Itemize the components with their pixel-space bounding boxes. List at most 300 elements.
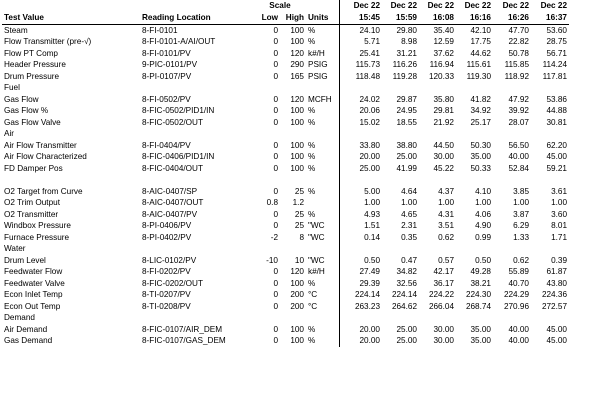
- units-header: Units: [306, 12, 339, 24]
- scale-high-cell: 100: [290, 106, 304, 115]
- test-value-cell: Air Flow Transmitter: [4, 140, 77, 150]
- reading-cell: 33.80: [339, 140, 382, 152]
- reading-cell: 25.00: [339, 163, 382, 175]
- reading-location-cell: 8-FI-0502/PV: [142, 94, 191, 104]
- scale-low-cell: 0: [273, 37, 278, 46]
- reading-cell: 21.92: [433, 117, 454, 127]
- reading-location-cell: 8-FIC-0202/OUT: [142, 278, 203, 288]
- blank-cell: [531, 82, 569, 94]
- blank-cell: [254, 82, 280, 94]
- scale-high-cell: 25: [294, 209, 304, 219]
- reading-cell: 62.20: [546, 140, 567, 150]
- time-header: 16:08: [419, 12, 456, 24]
- blank-cell: [306, 174, 339, 186]
- date-header: Dec 22: [427, 1, 454, 10]
- blank-cell: [254, 312, 280, 324]
- test-value-cell: Gas Flow Valve: [4, 117, 61, 127]
- reading-cell: 115.85: [504, 60, 529, 69]
- blank-cell: [419, 243, 456, 255]
- test-value-cell: Drum Pressure: [4, 71, 60, 81]
- reading-location-cell: 8-AIC-0407/OUT: [142, 198, 204, 207]
- units-cell: k#/H: [308, 267, 325, 276]
- blank-cell: [280, 243, 306, 255]
- reading-cell: 3.85: [513, 186, 529, 196]
- reading-cell: 25.00: [396, 152, 417, 161]
- reading-cell: 0.99: [475, 232, 491, 242]
- reading-cell: 3.60: [551, 209, 567, 219]
- header-row-2: [2, 12, 569, 24]
- units-cell: %: [308, 152, 316, 161]
- scale-high-cell: 200: [290, 290, 304, 299]
- reading-cell: 20.00: [339, 151, 382, 163]
- reading-cell: 38.80: [396, 140, 417, 150]
- reading-cell: 37.62: [433, 48, 454, 58]
- blank-cell: [140, 174, 254, 186]
- reading-cell: 4.93: [339, 209, 382, 221]
- table-row: [2, 324, 569, 336]
- blank-cell: [493, 243, 531, 255]
- reading-cell: 22.82: [508, 37, 529, 46]
- reading-cell: 12.59: [433, 37, 454, 46]
- blank-cell: [493, 82, 531, 94]
- table-row: [2, 105, 569, 117]
- scale-high-cell: 10: [294, 255, 304, 265]
- reading-cell: 29.81: [433, 106, 454, 115]
- reading-cell: 117.81: [542, 71, 567, 81]
- high-header: High: [280, 12, 306, 24]
- scale-low-cell: 0: [273, 117, 278, 127]
- blank-cell: [382, 82, 419, 94]
- reading-cell: 35.40: [433, 25, 454, 35]
- scale-high-cell: 25: [294, 186, 304, 196]
- reading-cell: 224.14: [339, 289, 382, 301]
- units-cell: %: [308, 117, 316, 127]
- units-cell: %: [308, 140, 316, 150]
- reading-cell: 20.00: [339, 324, 382, 336]
- section-label: Demand: [4, 313, 35, 322]
- test-value-cell: Econ Inlet Temp: [4, 290, 63, 299]
- reading-cell: 50.78: [508, 48, 529, 58]
- units-cell: PSIG: [308, 71, 328, 81]
- date-header: Dec 22: [390, 1, 417, 10]
- reading-cell: 30.00: [433, 324, 454, 334]
- table-row: [2, 24, 569, 36]
- reading-cell: 0.62: [513, 255, 529, 265]
- blank-cell: [339, 312, 382, 324]
- scale-high-cell: 200: [290, 301, 304, 311]
- table-row: [2, 220, 569, 232]
- test-value-cell: O2 Target from Curve: [4, 186, 83, 196]
- test-value-cell: Feedwater Flow: [4, 267, 63, 276]
- blank-cell: [531, 243, 569, 255]
- blank-cell: [339, 174, 382, 186]
- table-row: [2, 36, 569, 48]
- readings-sheet: [2, 0, 569, 347]
- reading-cell: 35.00: [470, 336, 491, 345]
- time-header: 16:16: [456, 12, 493, 24]
- test-value-cell: Air Demand: [4, 324, 48, 334]
- reading-location-cell: 8-FIC-0107/GAS_DEM: [142, 336, 226, 345]
- reading-cell: 224.29: [503, 290, 529, 299]
- reading-location-cell: 8-LIC-0102/PV: [142, 255, 197, 265]
- blank-cell: [419, 174, 456, 186]
- scale-high-cell: 290: [290, 60, 304, 69]
- reading-cell: 20.00: [339, 335, 382, 347]
- reading-cell: 272.57: [541, 301, 567, 311]
- blank-cell: [339, 128, 382, 140]
- date-header: Dec 22: [502, 1, 529, 10]
- reading-cell: 8.01: [551, 221, 567, 230]
- test-value-cell: Drum Level: [4, 255, 46, 265]
- blank-cell: [419, 312, 456, 324]
- units-cell: %: [308, 324, 316, 334]
- scale-low-cell: 0: [273, 324, 278, 334]
- reading-cell: 3.51: [438, 221, 454, 230]
- reading-cell: 115.73: [339, 59, 382, 71]
- blank-cell: [339, 243, 382, 255]
- reading-location-cell: 8-FIC-0502/PID1/IN: [142, 106, 215, 115]
- reading-cell: 30.00: [433, 152, 454, 161]
- scale-low-cell: 0: [273, 301, 278, 311]
- reading-location-cell: 8-FI-0101/PV: [142, 48, 191, 58]
- blank-cell: [493, 174, 531, 186]
- scale-high-cell: 165: [290, 71, 304, 81]
- scale-low-cell: -2: [270, 232, 278, 242]
- table-row: [2, 151, 569, 163]
- test-value-cell: Gas Flow %: [4, 106, 49, 115]
- reading-cell: 268.74: [465, 301, 491, 311]
- units-cell: %: [308, 186, 316, 196]
- readings-body: [2, 24, 569, 347]
- reading-location-cell: 9-PIC-0101/PV: [142, 60, 198, 69]
- reading-cell: 4.06: [475, 209, 491, 219]
- scale-low-cell: 0: [273, 267, 278, 276]
- reading-cell: 0.50: [475, 255, 491, 265]
- reading-cell: 119.28: [392, 71, 417, 81]
- blank-cell: [419, 82, 456, 94]
- blank-cell: [456, 82, 493, 94]
- units-cell: %: [308, 37, 316, 46]
- units-cell: k#/H: [308, 48, 325, 58]
- reading-location-header: Reading Location: [140, 12, 254, 24]
- reading-cell: 44.50: [433, 140, 454, 150]
- table-row: [2, 94, 569, 106]
- scale-high-cell: 100: [290, 25, 304, 35]
- reading-location-cell: 8-AIC-0407/PV: [142, 209, 198, 219]
- reading-cell: 0.14: [339, 232, 382, 244]
- blank-cell: [280, 312, 306, 324]
- test-value-cell: Econ Out Temp: [4, 301, 61, 311]
- reading-cell: 118.48: [339, 71, 382, 83]
- reading-cell: 1.00: [551, 198, 567, 207]
- scale-low-cell: 0: [273, 94, 278, 104]
- blank-cell: [306, 128, 339, 140]
- test-value-cell: O2 Transmitter: [4, 209, 59, 219]
- reading-cell: 3.87: [513, 209, 529, 219]
- blank-cell: [140, 82, 254, 94]
- table-row: [2, 163, 569, 175]
- blank-cell: [254, 243, 280, 255]
- reading-cell: 224.14: [391, 290, 417, 299]
- reading-cell: 1.00: [475, 198, 491, 207]
- reading-cell: 15.02: [339, 117, 382, 129]
- reading-cell: 0.50: [339, 255, 382, 267]
- reading-cell: 1.00: [513, 198, 529, 207]
- reading-cell: 1.71: [551, 232, 567, 242]
- test-value-cell: FD Damper Pos: [4, 163, 63, 173]
- reading-cell: 28.07: [508, 117, 529, 127]
- reading-cell: 4.37: [438, 186, 454, 196]
- reading-cell: 44.62: [470, 48, 491, 58]
- reading-cell: 224.36: [541, 290, 567, 299]
- reading-cell: 29.39: [339, 278, 382, 290]
- units-cell: °C: [308, 290, 318, 299]
- reading-cell: 0.35: [401, 232, 417, 242]
- reading-cell: 47.92: [508, 94, 529, 104]
- scale-label: Scale: [269, 1, 291, 10]
- time-header: 16:37: [531, 12, 569, 24]
- table-row: [2, 117, 569, 129]
- scale-low-cell: 0: [273, 71, 278, 81]
- blank-cell: [306, 243, 339, 255]
- section-label: Air: [4, 129, 15, 138]
- reading-cell: 6.29: [513, 221, 529, 230]
- reading-cell: 49.28: [470, 267, 491, 276]
- units-cell: PSIG: [308, 60, 328, 69]
- table-row: [2, 197, 569, 209]
- test-value-header: Test Value: [2, 12, 140, 24]
- scale-high-cell: 100: [290, 278, 304, 288]
- scale-low-cell: 0: [273, 186, 278, 196]
- reading-cell: 1.51: [339, 220, 382, 232]
- blank-cell: [456, 243, 493, 255]
- date-header: Dec 22: [339, 0, 382, 12]
- units-cell: MCFH: [308, 94, 332, 104]
- blank-row: [2, 174, 569, 186]
- reading-cell: 24.10: [339, 24, 382, 36]
- section-row: [2, 243, 569, 255]
- scale-high-cell: 100: [290, 140, 304, 150]
- reading-cell: 4.64: [401, 186, 417, 196]
- reading-cell: 45.00: [546, 336, 567, 345]
- reading-cell: 266.04: [428, 301, 454, 311]
- units-cell: %: [308, 106, 316, 115]
- reading-cell: 25.17: [470, 117, 491, 127]
- blank-cell: [306, 312, 339, 324]
- blank-cell: [2, 174, 140, 186]
- reading-cell: 224.22: [428, 290, 454, 299]
- reading-cell: 39.92: [508, 106, 529, 115]
- reading-cell: 40.70: [508, 278, 529, 288]
- low-header: Low: [254, 12, 280, 24]
- reading-cell: 50.30: [470, 140, 491, 150]
- section-row: [2, 312, 569, 324]
- reading-location-cell: 8-TI-0208/PV: [142, 301, 191, 311]
- reading-location-cell: 8-AIC-0407/SP: [142, 186, 198, 196]
- reading-cell: 24.02: [339, 94, 382, 106]
- units-cell: "WC: [308, 255, 325, 265]
- blank-cell: [140, 243, 254, 255]
- header-row-1: [2, 0, 569, 12]
- time-header: 15:59: [382, 12, 419, 24]
- reading-location-cell: 8-PI-0406/PV: [142, 221, 192, 230]
- scale-high-cell: 100: [290, 117, 304, 127]
- scale-low-cell: 0: [273, 336, 278, 345]
- table-row: [2, 48, 569, 60]
- reading-cell: 118.92: [504, 71, 529, 81]
- reading-cell: 52.84: [508, 163, 529, 173]
- reading-cell: 120.33: [428, 71, 454, 81]
- table-row: [2, 278, 569, 290]
- scale-high-cell: 100: [290, 152, 304, 161]
- test-value-cell: Steam: [4, 25, 28, 35]
- reading-location-cell: 8-FIC-0404/OUT: [142, 163, 203, 173]
- reading-cell: 263.23: [339, 301, 382, 313]
- blank-cell: [456, 174, 493, 186]
- blank-cell: [456, 312, 493, 324]
- units-cell: %: [308, 25, 316, 35]
- reading-cell: 0.47: [401, 255, 417, 265]
- scale-high-cell: 120: [290, 267, 304, 276]
- scale-high-cell: 100: [290, 37, 304, 46]
- scale-low-cell: 0: [273, 278, 278, 288]
- reading-cell: 36.17: [433, 278, 454, 288]
- reading-cell: 0.39: [551, 255, 567, 265]
- reading-cell: 35.00: [470, 324, 491, 334]
- reading-cell: 35.80: [433, 94, 454, 104]
- units-cell: %: [308, 209, 316, 219]
- blank-cell: [531, 174, 569, 186]
- reading-location-cell: 8-FI-0101: [142, 25, 178, 35]
- reading-cell: 38.21: [470, 278, 491, 288]
- reading-cell: 264.62: [391, 301, 417, 311]
- scale-low-cell: 0: [273, 25, 278, 35]
- reading-location-cell: 8-FIC-0107/AIR_DEM: [142, 324, 223, 334]
- test-value-cell: Flow Transmitter (pre-√): [4, 37, 92, 46]
- time-header: 16:26: [493, 12, 531, 24]
- reading-cell: 41.82: [470, 94, 491, 104]
- scale-high-cell: 100: [290, 336, 304, 345]
- reading-cell: 115.61: [466, 60, 491, 69]
- reading-cell: 47.70: [508, 25, 529, 35]
- reading-cell: 1.00: [438, 198, 454, 207]
- reading-cell: 27.49: [339, 266, 382, 278]
- reading-cell: 17.75: [470, 37, 491, 46]
- reading-cell: 114.24: [542, 60, 567, 69]
- scale-low-cell: 0: [273, 140, 278, 150]
- reading-cell: 1.00: [401, 198, 417, 207]
- test-value-cell: Feedwater Valve: [4, 278, 65, 288]
- reading-cell: 0.57: [438, 255, 454, 265]
- reading-cell: 0.62: [438, 232, 454, 242]
- section-row: [2, 82, 569, 94]
- blank-cell: [280, 174, 306, 186]
- scale-high-cell: 120: [290, 48, 304, 58]
- reading-cell: 61.87: [546, 267, 567, 276]
- reading-cell: 25.00: [396, 336, 417, 345]
- reading-cell: 45.22: [433, 163, 454, 173]
- units-cell: %: [308, 336, 316, 345]
- reading-location-cell: 8-PI-0107/PV: [142, 71, 192, 81]
- scale-low-cell: 0: [273, 209, 278, 219]
- reading-location-cell: 8-PI-0402/PV: [142, 232, 192, 242]
- units-cell: "WC: [308, 221, 325, 230]
- blank-cell: [254, 128, 280, 140]
- scale-low-cell: 0: [273, 48, 278, 58]
- blank-cell: [140, 312, 254, 324]
- scale-low-cell: 0: [273, 290, 278, 299]
- reading-cell: 8.98: [401, 37, 417, 46]
- reading-cell: 50.33: [470, 163, 491, 173]
- section-label: Water: [4, 244, 26, 253]
- section-row: [2, 128, 569, 140]
- table-row: [2, 186, 569, 198]
- test-value-cell: Flow PT Comp: [4, 48, 58, 58]
- table-row: [2, 209, 569, 221]
- table-row: [2, 301, 569, 313]
- test-value-cell: Windbox Pressure: [4, 221, 71, 230]
- units-cell: %: [308, 163, 316, 173]
- reading-cell: 32.56: [396, 278, 417, 288]
- reading-cell: 4.31: [438, 209, 454, 219]
- units-cell: [306, 197, 339, 209]
- units-cell: "WC: [308, 232, 325, 242]
- reading-cell: 42.17: [433, 267, 454, 276]
- reading-location-cell: 8-FI-0101-A/AI/OUT: [142, 37, 216, 46]
- blank-cell: [339, 82, 382, 94]
- date-header: Dec 22: [464, 1, 491, 10]
- reading-cell: 55.89: [508, 267, 529, 276]
- reading-cell: 24.95: [396, 106, 417, 115]
- reading-location-cell: 8-FI-0202/PV: [142, 267, 191, 276]
- reading-cell: 4.90: [475, 221, 491, 230]
- reading-cell: 56.71: [546, 48, 567, 58]
- reading-cell: 30.00: [433, 336, 454, 345]
- readings-table: [2, 0, 569, 347]
- blank-cell: [382, 128, 419, 140]
- reading-cell: 5.71: [339, 36, 382, 48]
- scale-high-cell: 25: [294, 221, 304, 230]
- reading-cell: 116.94: [429, 60, 454, 69]
- units-cell: °C: [308, 301, 318, 311]
- reading-cell: 53.86: [546, 94, 567, 104]
- blank-cell: [531, 312, 569, 324]
- reading-cell: 41.99: [396, 163, 417, 173]
- reading-cell: 42.10: [470, 25, 491, 35]
- reading-cell: 34.82: [396, 267, 417, 276]
- reading-cell: 29.87: [396, 94, 417, 104]
- scale-high-cell: 100: [290, 163, 304, 173]
- table-row: [2, 59, 569, 71]
- reading-cell: 56.50: [508, 140, 529, 150]
- blank-cell: [493, 312, 531, 324]
- scale-high-cell: 8: [299, 232, 304, 242]
- table-row: [2, 232, 569, 244]
- reading-cell: 45.00: [546, 324, 567, 334]
- blank-cell: [419, 128, 456, 140]
- section-label: Fuel: [4, 83, 20, 92]
- reading-cell: 3.61: [551, 186, 567, 196]
- table-row: [2, 266, 569, 278]
- reading-cell: 43.80: [546, 278, 567, 288]
- blank-cell: [140, 128, 254, 140]
- reading-cell: 34.92: [470, 106, 491, 115]
- blank-cell: [531, 128, 569, 140]
- scale-low-cell: 0.8: [266, 198, 278, 207]
- reading-cell: 4.10: [475, 186, 491, 196]
- reading-location-cell: 8-FIC-0502/OUT: [142, 117, 203, 127]
- reading-cell: 40.00: [508, 152, 529, 161]
